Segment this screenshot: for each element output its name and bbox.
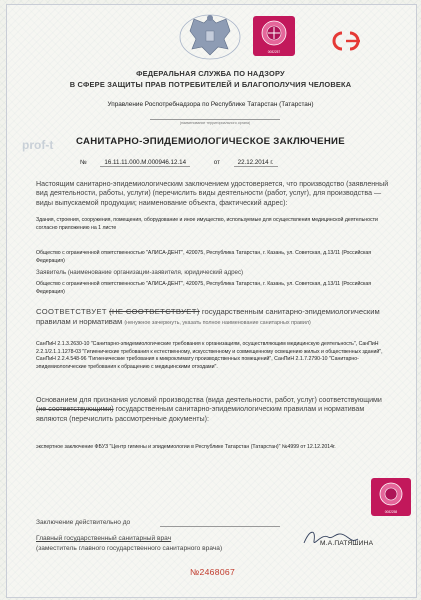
chief-hint: (заместитель главного государственного санитарного врача) [36, 545, 223, 552]
expert-conclusion: экспертное заключение ФБУЗ "Центр гигиены и эпидемиологии в Республике Татарстан (Татарстан)" №4999 от 12.12.2014г. [36, 444, 336, 450]
applicant-label: Заявитель (наименование организации-заявителя, юридический адрес) [36, 269, 244, 276]
document-title: САНИТАРНО-ЭПИДЕМИОЛОГИЧЕСКОЕ ЗАКЛЮЧЕНИЕ [76, 136, 345, 147]
department-name: Управление Роспотребнадзора по Республике Татарстан (Татарстан) [107, 101, 314, 108]
department-hint: (наименование территориального органа) [150, 119, 280, 125]
valid-until-line [160, 526, 280, 527]
coat-of-arms-icon [176, 9, 244, 63]
hologram-bottom-number: 0082258 [384, 510, 398, 514]
hologram-sticker-icon [253, 16, 295, 56]
hologram-top-number: 0082257 [267, 50, 281, 54]
signer-name: М.А.ПАТЯШИНА [320, 540, 374, 547]
object-description: Здания, строения, сооружения, помещения, оборудование и иное имущество, используемые для осуществления медицинской деятельности согласно приложению на 1 листе [36, 217, 378, 231]
compliance-no: (НЕ СООТВЕТСТВУЕТ) [109, 307, 200, 316]
compliance-statement [36, 307, 392, 328]
agency-name [20, 69, 401, 90]
sanitary-rules: СанПиН 2.1.3.2630-10 "Санитарно-эпидемиологические требования к организациям, осуществляющим медицинскую деятельность", СанПиН 2.2.1/2.1.1.1278-03 "Гигиенические требования к естественному, искусственному и совмещенному освещению жилых и общественных зданий", СанПиН 2.2.4.548-96 "Гигиенические требования к микроклимату производственных помещений", СанПиН 2.1.7.2790-10 "Санитарно-эпидемиологические требования к обращению с медицинскими отходами". [36, 341, 383, 370]
document-number-row [80, 159, 278, 167]
valid-until-label: Заключение действительно до [36, 519, 131, 526]
hologram-sticker-bottom-icon [371, 478, 411, 516]
compliance-text: государственным санитарно-эпидемиологическим правилам и нормативам [36, 307, 380, 326]
number-prefix: № [80, 159, 87, 166]
compliance-hint: (ненужное зачеркнуть, указать полное наименование санитарных правил) [124, 320, 311, 326]
basis-lead: Основанием для признания условий производства (вида деятельности, работ, услуг) соответствующими [36, 396, 382, 404]
document-number: 16.11.11.000.М.000946.12.14 [100, 159, 190, 167]
intro-text: Настоящим санитарно-эпидемиологическим заключением удостоверяется, что производство (заявленный вид деятельности, работы, услуги) (перечислить виды деятельности (работ, услуг), для производства — виды выпускаемой продукции; наименование объекта, фактический адрес): [36, 180, 389, 207]
document-date: 22.12.2014 г. [234, 159, 278, 167]
holder-text: Общество с ограниченной ответственностью "АЛИСА-ДЕНТ", 420075, Республика Татарстан, г. Казань, ул. Советская, д.13/11 (Российская Федерация) [36, 250, 372, 264]
basis-statement [36, 396, 392, 424]
chief-title: Главный государственный санитарный врач [36, 535, 172, 542]
basis-strike: (не соответствующими) [36, 405, 114, 414]
agency-line-2: В СФЕРЕ ЗАЩИТЫ ПРАВ ПОТРЕБИТЕЛЕЙ И БЛАГОПОЛУЧИЯ ЧЕЛОВЕКА [69, 79, 352, 89]
document-frame [6, 4, 417, 598]
rospotrebnadzor-logo-icon [330, 30, 366, 52]
date-prefix: от [213, 159, 220, 166]
compliance-yes: СООТВЕТСТВУЕТ [36, 307, 107, 316]
agency-line-1: ФЕДЕРАЛЬНАЯ СЛУЖБА ПО НАДЗОРУ [136, 69, 285, 78]
applicant-text: Общество с ограниченной ответственностью "АЛИСА-ДЕНТ", 420075, Республика Татарстан, г. Казань, ул. Советская, д.13/11 (Российская Федерация) [36, 281, 372, 295]
watermark-text: prof-t [22, 138, 54, 152]
basis-rest: государственным санитарно-эпидемиологическим правилам и нормативам являются (перечислить рассмотренные документы): [36, 405, 365, 423]
serial-number: №2468067 [190, 567, 236, 577]
